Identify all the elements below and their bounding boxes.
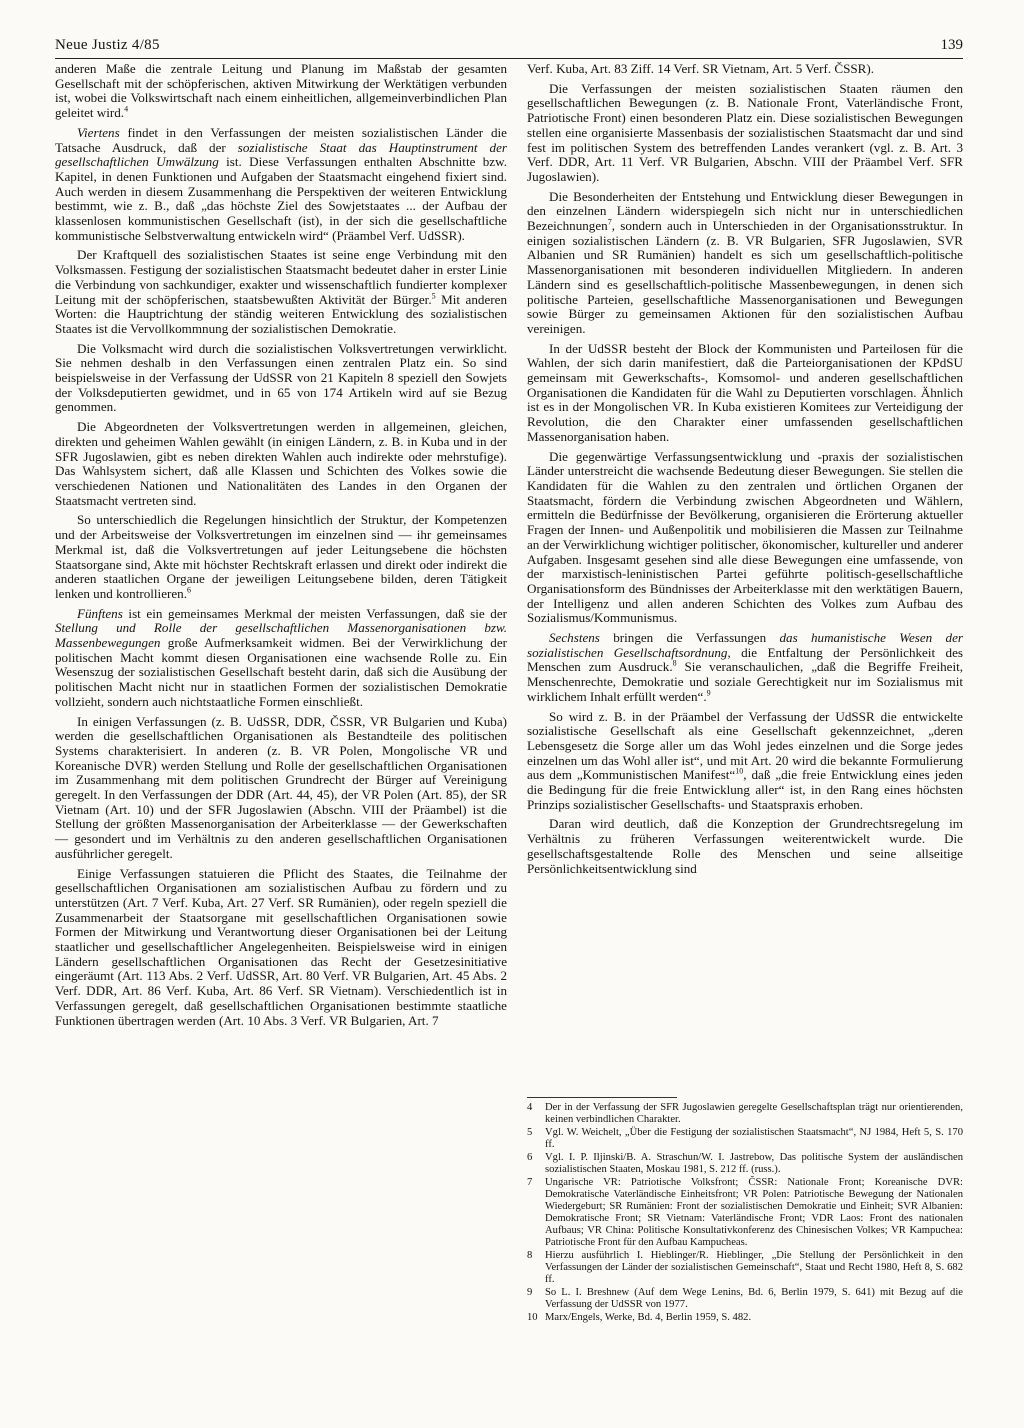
text-run: Die Abgeordneten der Volksvertretungen werden in allgemeinen, gleichen, direkten und geheimen Wahlen gewählt (in einigen Ländern, z. B. in Kuba und in der SFR Jugoslawien, gibt es neben direkten Wahlen auch indirekte oder mehrstufige). Das Wahlsystem sichert, daß alle Klassen und Schichten des Volkes sowie die verschiedenen Nationen und Nationalitäten des Landes in den Organen der Staatsmacht vertreten sind. bbox=[55, 419, 507, 508]
running-header bbox=[55, 34, 963, 59]
footnote bbox=[527, 1312, 963, 1324]
footnote-separator bbox=[527, 1097, 677, 1098]
emphasized-text: Stellung und Rolle der gesellschaftlichen Massenorganisationen bzw. Massenbewegungen bbox=[55, 620, 507, 651]
text-run: , sondern auch in Unterschieden in der Organisationsstruktur. In einigen sozialistischen Ländern (z. B. VR Bulgarien, SFR Jugoslawien, SVR Albanien und SR Rumänien) handelt es sich um gesellschaftlich-politische Massenorganisationen mit besonderen individuellen Mitgliedern. In anderen Ländern sind es gesellschaftlich-politische Massenbewegungen, in denen sich politische Parteien, gesellschaftliche Massenorganisationen und Bewegungen sowie Bürger zu gemeinsamen Aktionen für den sozialistischen Aufbau vereinigen. bbox=[527, 218, 963, 336]
footnote-text: Vgl. I. P. Iljinski/B. A. Straschun/W. I. Jastrebow, Das politische System der ausländischen sozialistischen Staaten, Moskau 1981, S. 212 ff. (russ.). bbox=[545, 1152, 963, 1175]
paragraph bbox=[55, 607, 507, 710]
footnote-ref: 8 bbox=[672, 659, 677, 669]
footnote-text: Der in der Verfassung der SFR Jugoslawien geregelte Gesellschaftsplan trägt nur orientierenden, keinen verbindlichen Charakter. bbox=[545, 1102, 963, 1125]
footnote bbox=[527, 1250, 963, 1286]
footnote-text: Hierzu ausführlich I. Hieblinger/R. Hieblinger, „Die Stellung der Persönlichkeit in den Verfassungen der Länder der sozialistischen Gemeinschaft“, Staat und Recht 1980, Heft 8, S. 682 ff. bbox=[545, 1250, 963, 1285]
text-run: Der Kraftquell des sozialistischen Staates ist seine enge Verbindung mit den Volksmassen. Festigung der sozialistischen Staatsmacht bedeutet daher in erster Linie die Verbindung von sachkundiger, exakter und wissenschaftlich fundierter komplexer Leitung mit der schöpferischen, staatsbewußten Aktivität der Bürger. bbox=[55, 247, 507, 307]
text-run: die Entfaltung der Persönlichkeit des Menschen zum Ausdruck. bbox=[527, 644, 963, 675]
paragraph bbox=[527, 450, 963, 626]
journal-title: Neue Justiz 4/85 bbox=[55, 37, 160, 53]
footnote-number: 8 bbox=[527, 1250, 533, 1261]
text-run: Die Volksmacht wird durch die sozialistischen Volksvertretungen verwirklicht. Sie nehmen deshalb in den Verfassungen einen zentralen Platz ein. So sind beispielsweise in der Verfassung der UdSSR von 21 Kapiteln 8 speziell den Sowjets der Volksdeputierten gewidmet, und in 65 von 174 Artikeln wird auf sie Bezug genommen. bbox=[55, 340, 507, 415]
page-number: 139 bbox=[940, 37, 963, 53]
paragraph bbox=[55, 126, 507, 244]
text-run: So wird z. B. in der Präambel der Verfassung der UdSSR die entwickelte sozialistische Gesellschaft als eine Gesellschaft gekennzeichnet, „deren Lebensgesetz die Sorge aller um das Wohl jedes einzelnen und die Sorge jedes einzelnen um das Wohl aller ist“, und mit Art. 20 wird die bekannte Formulierung aus dem „Kommunistischen Manifest“ bbox=[527, 708, 963, 783]
footnote-number: 7 bbox=[527, 1177, 533, 1188]
text-run: Die Besonderheiten der Entstehung und Entwicklung dieser Bewegungen in den einzelnen Ländern widerspiegeln sich nicht nur in unterschiedlichen Bezeichnungen bbox=[527, 188, 963, 234]
footnote-text: So L. I. Breshnew (Auf dem Wege Lenins, Bd. 6, Berlin 1979, S. 641) mit Bezug auf die Verfassung der UdSSR von 1977. bbox=[545, 1287, 963, 1310]
right-text-column bbox=[527, 62, 963, 881]
text-run: findet in den Verfassungen der meisten sozialistischen Länder die Tatsache Ausdruck, daß der bbox=[55, 124, 507, 155]
paragraph bbox=[527, 82, 963, 185]
text-run: Daran wird deutlich, daß die Konzeption der Grundrechtsregelung im Verhältnis zu früheren Verfassungen weiterentwickelt wurde. Die gesellschaftsgestaltende Rolle des Menschen und seine allseitige Persönlichkeitsentwicklung sind bbox=[527, 816, 963, 876]
paragraph bbox=[55, 420, 507, 508]
footnote-number: 9 bbox=[527, 1287, 533, 1298]
footnote-ref: 7 bbox=[607, 217, 612, 227]
emphasized-text: Sechstens bbox=[549, 630, 600, 646]
text-run: Mit anderen Worten: die Hauptrichtung der ständig weiteren Entwicklung des sozialistischen Staates ist die Vervollkommnung der sozialistischen Demokratie. bbox=[55, 291, 507, 336]
footnote-number: 10 bbox=[527, 1312, 538, 1323]
text-run: große Aufmerksamkeit widmen. Bei der Verwirklichung der politischen Macht kommt diesen Organisationen eine wachsende Rolle zu. Ein Wesenszug der sozialistischen Gesellschaft besteht darin, daß sich die Ausübung der politischen Macht nicht nur in staatlichen Formen der sozialistischen Demokratie vollzieht, sondern auch nichtstaatliche Formen einschließt. bbox=[55, 635, 507, 709]
paragraph bbox=[55, 62, 507, 121]
emphasized-text: Viertens bbox=[77, 124, 120, 140]
paragraph bbox=[55, 513, 507, 601]
footnote bbox=[527, 1152, 963, 1176]
text-run: bringen die Verfassungen bbox=[599, 630, 780, 646]
footnote bbox=[527, 1177, 963, 1249]
footnote-number: 5 bbox=[527, 1127, 533, 1138]
footnote-ref: 6 bbox=[187, 585, 191, 595]
paragraph bbox=[527, 62, 963, 77]
footnote bbox=[527, 1287, 963, 1311]
paragraph bbox=[55, 867, 507, 1029]
emphasized-text: Fünftens bbox=[77, 605, 123, 621]
paragraph bbox=[527, 342, 963, 445]
footnote-number: 6 bbox=[527, 1152, 533, 1163]
text-run: Verf. Kuba, Art. 83 Ziff. 14 Verf. SR Vietnam, Art. 5 Verf. ČSSR). bbox=[527, 61, 875, 76]
footnote-ref: 4 bbox=[124, 104, 129, 114]
footnote bbox=[527, 1102, 963, 1126]
text-run: , daß „die freie Entwicklung eines jeden die Bedingung für die freie Entwicklung aller“ ist, in den Rang eines höchsten Prinzips sozialistischer Gesellschafts- und Staatspraxis erhoben. bbox=[527, 767, 963, 812]
footnote-ref: 9 bbox=[706, 688, 711, 698]
footnote bbox=[527, 1127, 963, 1151]
paragraph bbox=[527, 817, 963, 876]
text-run: Sie veranschaulichen, „daß die Begriffe Freiheit, Menschenrechte, Demokratie und soziale Gerechtigkeit nur im Sozialismus mit wirklichem Inhalt erfüllt werden“. bbox=[527, 659, 963, 704]
footnote-text: Marx/Engels, Werke, Bd. 4, Berlin 1959, S. 482. bbox=[545, 1312, 752, 1323]
emphasized-text: das humanistische Wesen der sozialistischen Gesellschaftsordnung, bbox=[527, 630, 963, 660]
paragraph bbox=[55, 248, 507, 336]
paragraph bbox=[55, 342, 507, 416]
text-run: Die gegenwärtige Verfassungsentwicklung und -praxis der sozialistischen Länder unterstreicht die wachsende Bedeutung dieser Bewegungen. Sie stellen die Kandidaten für die Wahlen zu den zentralen und örtlichen Organen der Staatsmacht, fördern die Verbindung zwischen Abgeordneten und Wählern, ermitteln die Bedürfnisse der Bevölkerung, organisieren die Erörterung aktueller Fragen der Innen- und Außenpolitik und mobilisieren die Massen zur Teilnahme an der Verwirklichung wichtiger politischer, ökonomischer, kultureller und anderer Aufgaben. Insgesamt gesehen sind alle diese Bewegungen eine umfassende, von der marxistisch-leninistischen Partei geführte politisch-gesellschaftliche Organisationsform des Bündnisses der Arbeiterklasse mit den werktätigen Bauern, der Intelligenz und allen anderen Schichten des Volkes zum Aufbau des Sozialismus/Kommunismus. bbox=[527, 448, 963, 626]
text-run: anderen Maße die zentrale Leitung und Planung im Maßstab der gesamten Gesellschaft mit der schöpferischen, aktiven Mitwirkung der Werktätigen verbunden ist, wobei die Volkswirtschaft nach einem einheitlichen, allgemeinverbindlichen Plan geleitet wird. bbox=[55, 61, 507, 121]
emphasized-text: sozialistische Staat das Hauptinstrument der gesellschaftlichen Umwälzung bbox=[55, 139, 507, 170]
footnote-text: Vgl. W. Weichelt, „Über die Festigung der sozialistischen Staatsmacht“, NJ 1984, Heft 5, S. 170 ff. bbox=[545, 1127, 963, 1150]
footnotes bbox=[527, 1102, 963, 1325]
text-run: ist ein gemeinsames Merkmal der meisten Verfassungen, daß sie der bbox=[122, 605, 507, 621]
footnote-text: Ungarische VR: Patriotische Volksfront; ČSSR: Nationale Front; Koreanische DVR: Demokratische Vaterländische Einheitsfront; VR Polen: Patriotische Bewegung der Nationalen Wiedergeburt; SR Rumänien: Front der sozialistischen Demokratie und Einheit; SVR Albanien: Demokratische Front; SR Vietnam: Vaterländische Front; VDR Laos: Front des nationalen Aufbaus; VR China: Politische Konsultativkonferenz des Chinesischen Volkes; VR Kampuchea: Patriotische Front für den Aufbau Kampucheas. bbox=[545, 1177, 963, 1248]
paragraph bbox=[527, 190, 963, 337]
text-run: In einigen Verfassungen (z. B. UdSSR, DDR, ČSSR, VR Bulgarien und Kuba) werden die gesellschaftlichen Organisationen als Bestandteile des politischen Systems charakterisiert. In anderen (z. B. VR Polen, Mongolische VR und Koreanische DVR) werden Stellung und Rolle der gesellschaftlichen Organisationen im Zusammenhang mit dem politischen Grundrecht der Bürger auf Vereinigung geregelt. In den Verfassungen der DDR (Art. 44, 45), der VR Polen (Art. 85), der SR Vietnam (Art. 10) und der SFR Jugoslawien (Abschn. VIII der Präambel) ist die Stellung der größten Massenorganisation der Arbeiterklasse — der Gewerkschaften — gesondert und im Verhältnis zu den anderen gesellschaftlichen Organisationen ausführlicher geregelt. bbox=[55, 713, 507, 861]
text-run: So unterschiedlich die Regelungen hinsichtlich der Struktur, der Kompetenzen und der Arbeitsweise der Volksvertretungen im einzelnen sind — ihr gemeinsames Merkmal ist, daß die Volksvertretungen auf jeder Leitungsebene die höchsten Staatsorgane sind, Akte mit höchster Rechtskraft erlassen und direkt oder indirekt die anderen staatlichen Organe der jeweiligen Leitungsebene bilden, deren Tätigkeit lenken und kontrollieren. bbox=[55, 512, 507, 601]
text-run: In der UdSSR besteht der Block der Kommunisten und Parteilosen für die Wahlen, der sich darin manifestiert, daß die Parteiorganisationen der KPdSU gemeinsam mit Gewerkschafts-, Komsomol- und anderen gesellschaftlichen Organisationen die Kandidaten für die Wahl zu Deputierten vorschlagen. Ähnlich ist es in der Mongolischen VR. In Kuba existieren Komitees zur Verteidigung der Revolution, die den Charakter einer umfassenden gesellschaftlichen Massenorganisation haben. bbox=[527, 340, 963, 444]
left-text-column bbox=[55, 62, 507, 1033]
footnote-number: 4 bbox=[527, 1102, 533, 1113]
paragraph bbox=[527, 710, 963, 813]
text-run: ist. Diese Verfassungen enthalten Abschnitte bzw. Kapitel, in denen Funktionen und Aufgaben der Staatsmacht eingehend fixiert sind. Auch werden in diesem Zusammenhang die Perspektiven der weiteren Entwicklung bestimmt, wie z. B., daß „das höchste Ziel des Sowjetstaates ... der Aufbau der klassenlosen kommunistischen Gesellschaft (ist), in der sich die gesellschaftliche kommunistische Selbstverwaltung entwickeln wird“ (Präambel Verf. UdSSR). bbox=[55, 154, 507, 243]
footnote-ref: 5 bbox=[431, 291, 436, 301]
text-run: Die Verfassungen der meisten sozialistischen Staaten räumen den gesellschaftlichen Bewegungen (z. B. Nationale Front, Vaterländische Front, Patriotische Front) einen besonderen Platz ein. Diese sozialistischen Bewegungen stellen eine organisierte Massenbasis der sozialistischen Staatsmacht dar und sind fest im politischen System des betreffenden Landes verankert (vgl. z. B. Art. 3 Verf. DDR, Art. 11 Verf. VR Bulgarien, Abschn. VIII der Präambel Verf. SFR Jugoslawien). bbox=[527, 80, 963, 184]
paragraph bbox=[55, 715, 507, 862]
footnote-ref: 10 bbox=[735, 766, 744, 776]
text-run: Einige Verfassungen statuieren die Pflicht des Staates, die Teilnahme der gesellschaftlichen Organisationen am sozialistischen Aufbau zu fördern und zu unterstützen (Art. 7 Verf. Kuba, Art. 27 Verf. SR Rumänien), oder regeln speziell die Zusammenarbeit der Staatsorgane mit gesellschaftlichen Organisationen sowie Formen der Mitwirkung und Verantwortung dieser Organisationen bei der Leitung staatlicher und gesellschaftlicher Angelegenheiten. Beispielsweise wird in einigen Ländern gesellschaftlichen Organisationen das Recht der Gesetzesinitiative eingeräumt (Art. 113 Abs. 2 Verf. UdSSR, Art. 80 Verf. VR Bulgarien, Art. 45 Abs. 2 Verf. DDR, Art. 86 Verf. Kuba, Art. 86 Verf. SR Vietnam). Verschiedentlich ist in Verfassungen geregelt, daß gesellschaftlichen Organisationen bestimmte staatliche Funktionen übertragen werden (Art. 10 Abs. 3 Verf. VR Bulgarien, Art. 7 bbox=[55, 865, 507, 1028]
paragraph bbox=[527, 631, 963, 705]
